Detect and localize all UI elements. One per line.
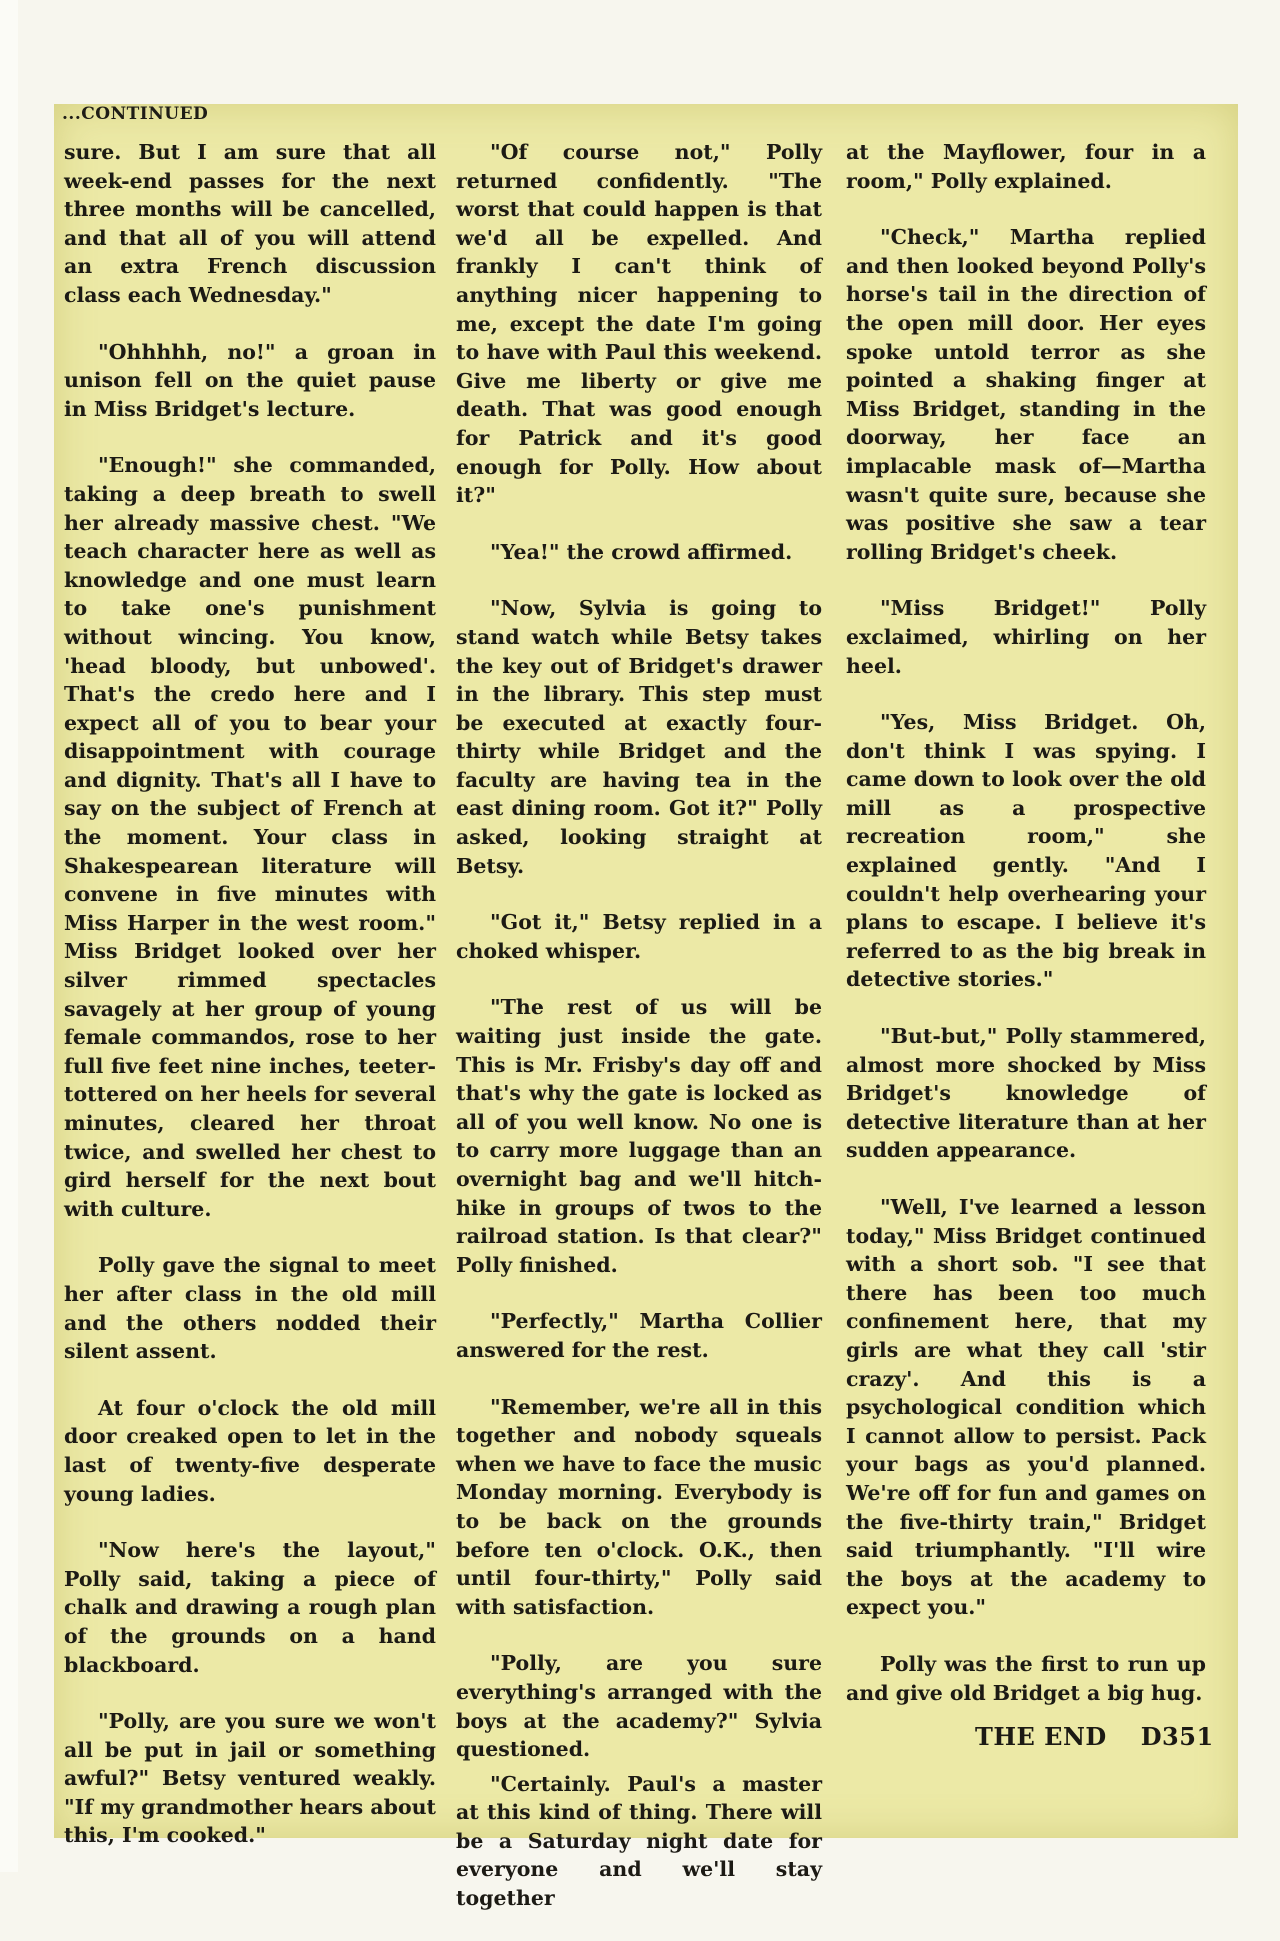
paragraph: "Polly, are you sure everything's arranged with the boys at the academy?" Sylvia questioned.	[456, 1651, 822, 1762]
paragraph: "Perfectly," Martha Collier answered for the rest.	[456, 1309, 822, 1362]
paragraph: "Enough!" she commanded, taking a deep breath to swell her already massive chest. "We teach character here as well as knowledge and one must learn to take one's punishment without wincing. You know, 'head bloody, but unbowed'. That's the credo here and I expect all of you to bear your disappointment with courage and dignity. That's all I have to say on the subject of French at the moment. Your class in Shakespearean literature will convene in five minutes with Miss Harper in the west room." Miss Bridget looked over her silver rimmed spectacles savagely at her group of young female commandos, rose to her full five feet nine inches, teeter-tottered on her heels for several minutes, cleared her throat twice, and swelled her chest to gird herself for the next bout with culture.	[64, 453, 436, 1221]
paragraph: "Ohhhhh, no!" a groan in unison fell on the quiet pause in Miss Bridget's lecture.	[64, 339, 436, 421]
paragraph: at the Mayflower, four in a room," Polly explained.	[846, 140, 1206, 193]
paragraph: "Yea!" the crowd affirmed.	[490, 539, 793, 564]
paragraph: sure. But I am sure that all week-end passes for the next three months will be cancelled, and that all of you will attend an extra French discussion class each Wednesday."	[64, 140, 436, 307]
paragraph: "Certainly. Paul's a master at this kind of thing. There will be a Saturday night date for everyone and we'll stay together	[456, 1771, 822, 1911]
paragraph: "But-but," Polly stammered, almost more shocked by Miss Bridget's knowledge of detective literature than at her sudden appearance.	[846, 1024, 1206, 1163]
paragraph: Polly was the first to run up and give old Bridget a big hug.	[846, 1651, 1206, 1705]
paragraph: "Polly, are you sure we won't all be put in jail or something awful?" Betsy ventured weakly. "If my grandmother hears about this, I'm cooked."	[64, 1709, 436, 1848]
text-column-3	[846, 138, 1206, 1735]
story-code: D351	[1140, 1722, 1214, 1751]
end-line	[975, 1722, 1214, 1751]
paragraph: "Now here's the layout," Polly said, taking a piece of chalk and drawing a rough plan of the grounds on a hand blackboard.	[64, 1538, 436, 1677]
paragraph: "Now, Sylvia is going to stand watch while Betsy takes the key out of Bridget's drawer in the library. This step must be executed at exactly four-thirty while Bridget and the faculty are having tea in the east dining room. Got it?" Polly asked, looking straight at Betsy.	[456, 596, 822, 878]
paragraph: "Well, I've learned a lesson today," Miss Bridget continued with a short sob. "I see that there has been too much confinement here, that my girls are what they call 'stir crazy'. And this is a psychological condition which I cannot allow to persist. Pack your bags as you'd planned. We're off for fun and games on the five-thirty train," Bridget said triumphantly. "I'll wire the boys at the academy to expect you."	[846, 1195, 1206, 1620]
paragraph: "Of course not," Polly returned confidently. "The worst that could happen is that we'd all be expelled. And frankly I can't think of anything nicer happening to me, except the date I'm going to have with Paul this weekend. Give me liberty or give me death. That was good enough for Patrick and it's good enough for Polly. How about it?"	[456, 140, 822, 508]
paragraph: "Remember, we're all in this together and nobody squeals when we have to face the music Monday morning. Everybody is to be back on the grounds before ten o'clock. O.K., then until four-thirty," Polly said with satisfaction.	[456, 1394, 822, 1619]
text-column-1	[64, 138, 436, 1878]
paragraph: "Check," Martha replied and then looked beyond Polly's horse's tail in the direction of the open mill door. Her eyes spoke untold terror as she pointed a shaking finger at Miss Bridget, standing in the doorway, her face an implacable mask of—Martha wasn't quite sure, because she was positive she saw a tear rolling Bridget's cheek.	[846, 225, 1206, 564]
paragraph: Polly gave the signal to meet her after class in the old mill and the others nodded their silent assent.	[64, 1253, 436, 1364]
text-column-2	[456, 138, 822, 1941]
the-end-label: THE END	[975, 1722, 1107, 1751]
paragraph: "Miss Bridget!" Polly exclaimed, whirling on her heel.	[846, 596, 1206, 678]
continued-label: ...CONTINUED	[62, 104, 209, 124]
paragraph: "Yes, Miss Bridget. Oh, don't think I was spying. I came down to look over the old mill as a prospective recreation room," she explained gently. "And I couldn't help overhearing your plans to escape. I believe it's referred to as the big break in detective stories."	[846, 710, 1206, 992]
paragraph: "The rest of us will be waiting just inside the gate. This is Mr. Frisby's day off and that's why the gate is locked as all of you well know. No one is to carry more luggage than an overnight bag and we'll hitch-hike in groups of twos to the railroad station. Is that clear?" Polly finished.	[456, 995, 822, 1277]
paragraph: At four o'clock the old mill door creaked open to let in the last of twenty-five desperate young ladies.	[64, 1395, 436, 1506]
paragraph: "Got it," Betsy replied in a choked whisper.	[456, 910, 822, 963]
